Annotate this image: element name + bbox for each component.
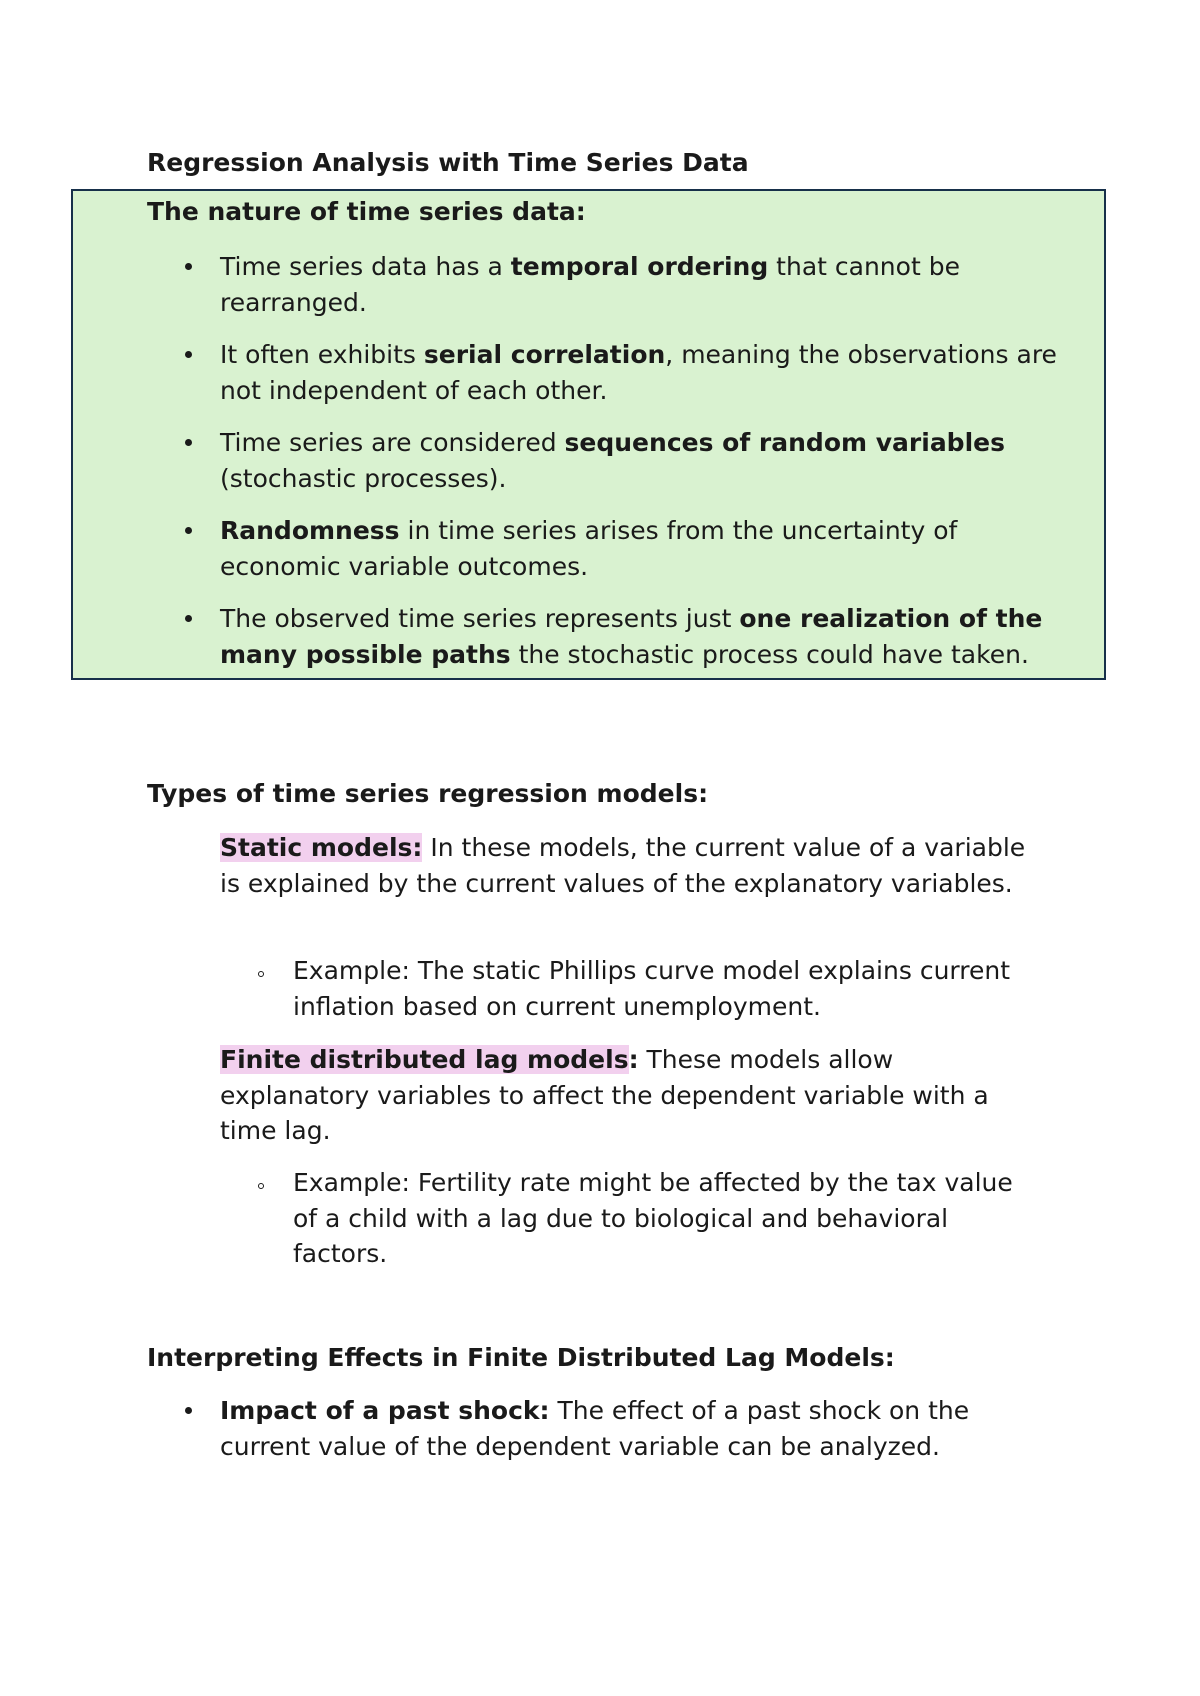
bullet-text: It often exhibits bbox=[220, 340, 424, 369]
types-heading: Types of time series regression models: bbox=[147, 779, 709, 808]
static-models-description: In these models, the current value of a variable is explained by the current values of the explanatory variables. bbox=[220, 833, 1026, 898]
nature-bullet-list bbox=[147, 249, 1077, 689]
bullet-icon bbox=[185, 527, 192, 534]
bullet-icon bbox=[185, 439, 192, 446]
static-example bbox=[220, 953, 1040, 1024]
bullet-keyword: Impact of a past shock: bbox=[220, 1396, 550, 1425]
list-item bbox=[147, 425, 1077, 496]
interpreting-heading: Interpreting Effects in Finite Distributed Lag Models: bbox=[147, 1343, 895, 1372]
list-item bbox=[147, 337, 1077, 408]
circle-bullet-icon bbox=[258, 971, 264, 977]
bullet-keyword: Randomness bbox=[220, 516, 400, 545]
bullet-text: , meaning the observations are not independent of each other. bbox=[220, 340, 1057, 405]
fdl-models-colon: : bbox=[628, 1045, 639, 1074]
bullet-text: The effect of a past shock on the current value of the dependent variable can be analyzed. bbox=[220, 1396, 970, 1461]
fdl-models-description: These models allow explanatory variables to affect the dependent variable with a time lag. bbox=[220, 1045, 989, 1145]
nature-heading: The nature of time series data: bbox=[147, 197, 586, 226]
circle-bullet-icon bbox=[258, 1183, 264, 1189]
bullet-text: Time series data has a bbox=[220, 252, 511, 281]
bullet-keyword: serial correlation bbox=[423, 340, 666, 369]
bullet-text: Time series are considered bbox=[220, 428, 565, 457]
bullet-text: in time series arises from the uncertainty of economic variable outcomes. bbox=[220, 516, 958, 581]
fdl-models-paragraph bbox=[220, 1042, 1040, 1149]
bullet-keyword: one realization of the many possible paths bbox=[220, 604, 1043, 669]
fdl-example-text: Example: Fertility rate might be affected by the tax value of a child with a lag due to biological and behavioral factors. bbox=[293, 1168, 1013, 1268]
bullet-keyword: temporal ordering bbox=[510, 252, 769, 281]
bullet-text: The observed time series represents just bbox=[220, 604, 740, 633]
bullet-text: (stochastic processes). bbox=[220, 463, 507, 493]
bullet-keyword: sequences of random variables bbox=[564, 428, 1005, 457]
fdl-example bbox=[220, 1165, 1040, 1272]
bullet-text: the stochastic process could have taken. bbox=[510, 639, 1029, 669]
bullet-icon bbox=[185, 263, 192, 270]
static-models-label: Static models: bbox=[220, 833, 423, 862]
static-models-paragraph bbox=[220, 830, 1040, 901]
bullet-icon bbox=[185, 1407, 192, 1414]
document-title: Regression Analysis with Time Series Data bbox=[147, 148, 749, 177]
bullet-icon bbox=[185, 351, 192, 358]
list-item bbox=[147, 601, 1077, 672]
static-example-text: Example: The static Phillips curve model explains current inflation based on current unemployment. bbox=[293, 956, 1011, 1021]
fdl-models-label: Finite distributed lag models bbox=[220, 1045, 629, 1074]
bullet-icon bbox=[185, 615, 192, 622]
list-item bbox=[147, 1393, 1027, 1464]
list-item bbox=[147, 249, 1077, 320]
interpreting-bullet-list bbox=[147, 1393, 1027, 1481]
list-item bbox=[147, 513, 1077, 584]
bullet-text: that cannot be rearranged. bbox=[220, 252, 960, 317]
